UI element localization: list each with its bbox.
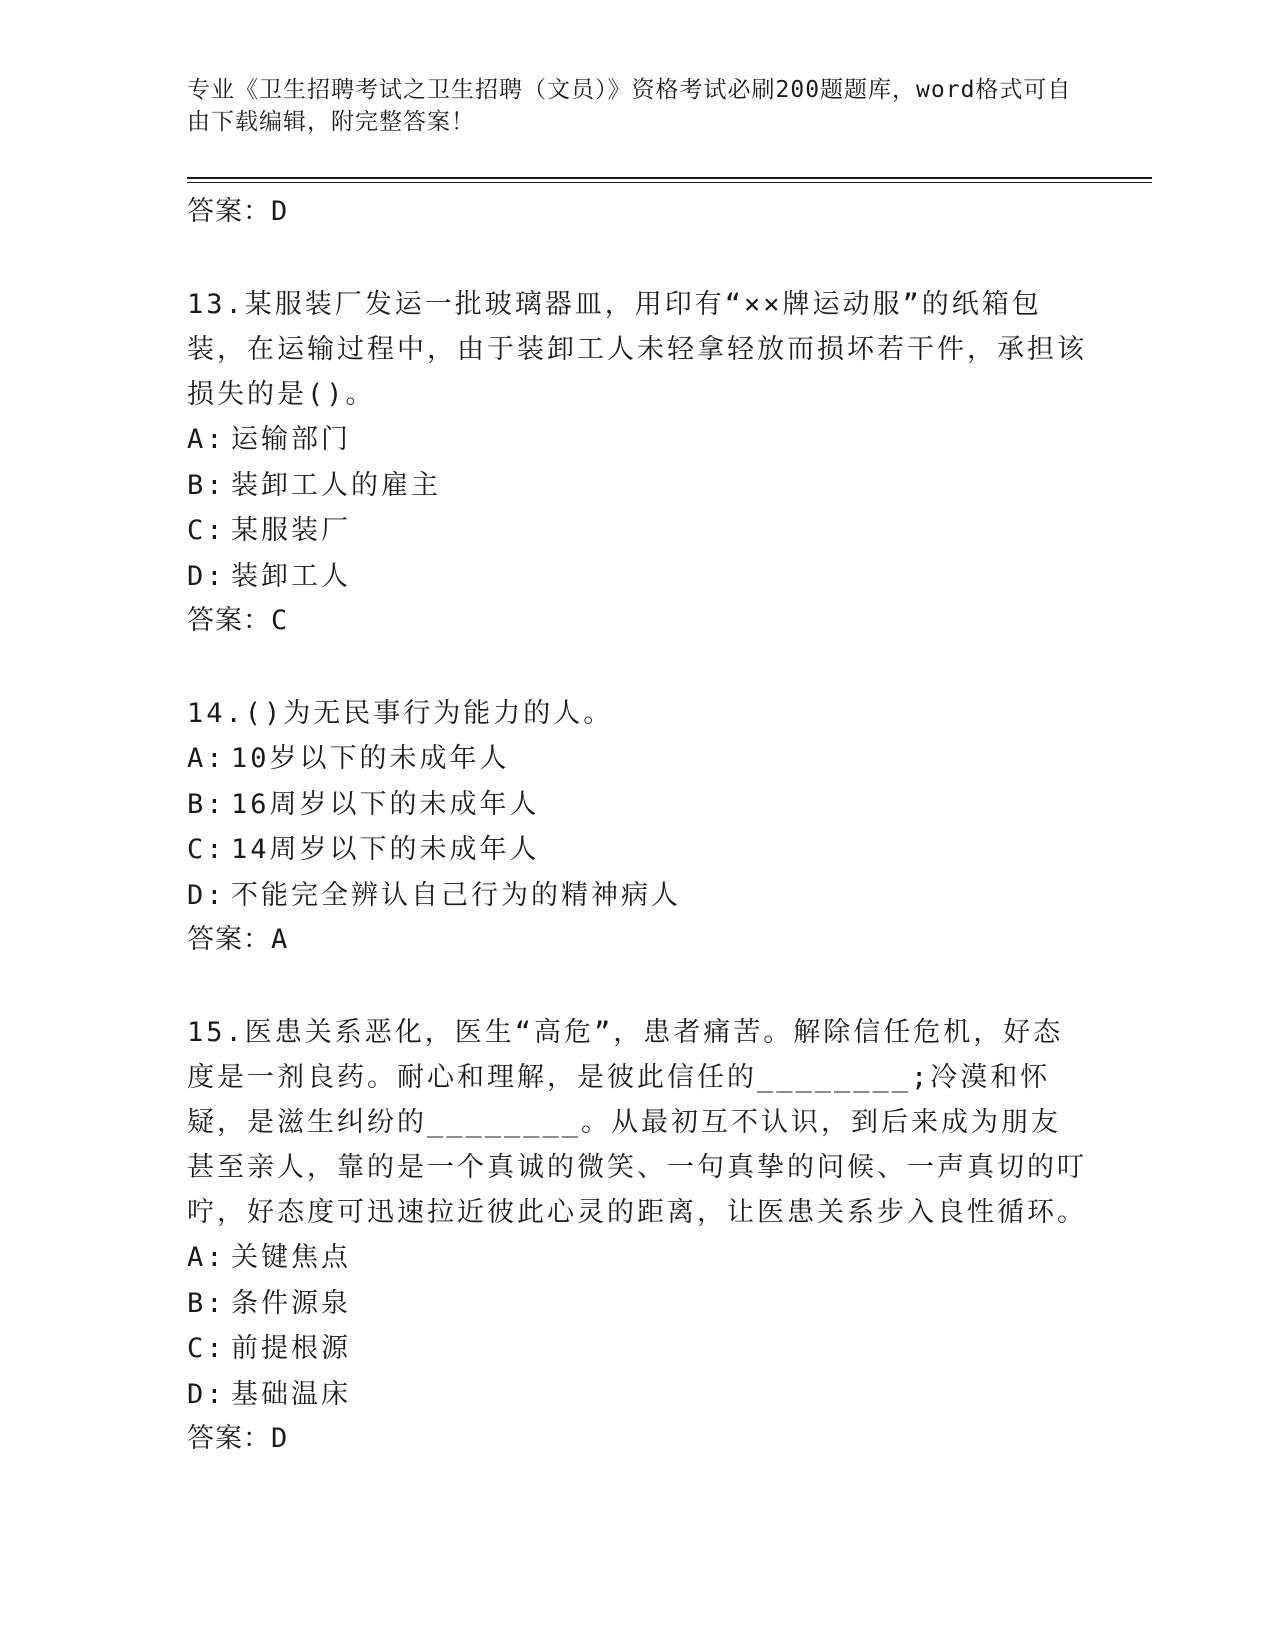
option-letter: A: — [187, 743, 226, 774]
option-text: 条件源泉 — [231, 1287, 351, 1319]
option-letter: A: — [187, 424, 226, 455]
question-15-option-a — [187, 1235, 1087, 1281]
option-letter: B: — [187, 788, 226, 820]
option-text: 10岁以下的未成年人 — [231, 743, 510, 774]
question-14-option-b — [187, 782, 1087, 828]
option-text: 装卸工人 — [231, 560, 351, 592]
question-15-answer — [187, 1417, 1087, 1461]
option-letter: B: — [187, 1287, 226, 1319]
question-13-option-c — [187, 508, 1087, 554]
spacer — [187, 643, 1087, 691]
question-13-option-b — [187, 463, 1087, 509]
header-rule-thin — [187, 182, 1152, 183]
option-text: 装卸工人的雇主 — [231, 469, 441, 501]
option-text: 14周岁以下的未成年人 — [231, 834, 540, 865]
question-15-option-d — [187, 1372, 1087, 1418]
option-text: 基础温床 — [231, 1378, 351, 1410]
question-14-option-a — [187, 736, 1087, 782]
question-13-option-d — [187, 554, 1087, 600]
answer-line — [187, 190, 1087, 234]
spacer — [187, 234, 1087, 282]
question-14-answer — [187, 918, 1087, 962]
question-15-text: 15.医患关系恶化，医生“高危”，患者痛苦。解除信任危机，好态度是一剂良药。耐心和理解，是彼此信任的________;冷漠和怀疑，是滋生纠纷的________。从最初互不认识，到后来成为朋友甚至亲人，靠的是一个真诚的微笑、一句真挚的问候、一声真切的叮咛，好态度可迅速拉近彼此心灵的距离，让医患关系步入良性循环。 — [187, 1017, 1087, 1228]
answer-label: 答案： — [187, 1423, 271, 1454]
answer-value: C — [271, 605, 289, 636]
option-text: 关键焦点 — [231, 1242, 351, 1273]
option-letter: D: — [187, 879, 226, 911]
question-13-answer — [187, 599, 1087, 643]
question-13-text: 13.某服装厂发运一批玻璃器皿，用印有“××牌运动服”的纸箱包装，在运输过程中，由于装卸工人未轻拿轻放而损坏若干件，承担该损失的是()。 — [187, 289, 1087, 410]
answer-value: A — [271, 924, 289, 955]
page-content — [187, 190, 1087, 1461]
answer-value: D — [271, 196, 289, 227]
answer-value: D — [271, 1423, 289, 1454]
option-text: 不能完全辨认自己行为的精神病人 — [231, 879, 681, 911]
option-letter: B: — [187, 469, 226, 501]
question-13-option-a — [187, 417, 1087, 463]
option-letter: C: — [187, 515, 226, 546]
question-14-option-c — [187, 827, 1087, 873]
option-text: 16周岁以下的未成年人 — [231, 788, 540, 820]
option-text: 某服装厂 — [231, 515, 351, 546]
question-15-option-b — [187, 1281, 1087, 1327]
option-text: 前提根源 — [231, 1333, 351, 1364]
answer-label: 答案： — [187, 605, 271, 636]
option-letter: A: — [187, 1242, 226, 1273]
document-header: 专业《卫生招聘考试之卫生招聘（文员）》资格考试必刷200题题库，word格式可自由下载编辑，附完整答案！ — [187, 77, 1072, 135]
question-14-option-d — [187, 873, 1087, 919]
option-letter: C: — [187, 834, 226, 865]
question-14-text: 14.()为无民事行为能力的人。 — [187, 698, 614, 729]
option-letter: D: — [187, 560, 226, 592]
header-rule-thick — [187, 177, 1152, 179]
option-letter: C: — [187, 1333, 226, 1364]
answer-label: 答案： — [187, 196, 271, 227]
option-text: 运输部门 — [231, 424, 351, 455]
option-letter: D: — [187, 1378, 226, 1410]
answer-label: 答案： — [187, 924, 271, 955]
question-15-option-c — [187, 1326, 1087, 1372]
spacer — [187, 962, 1087, 1010]
